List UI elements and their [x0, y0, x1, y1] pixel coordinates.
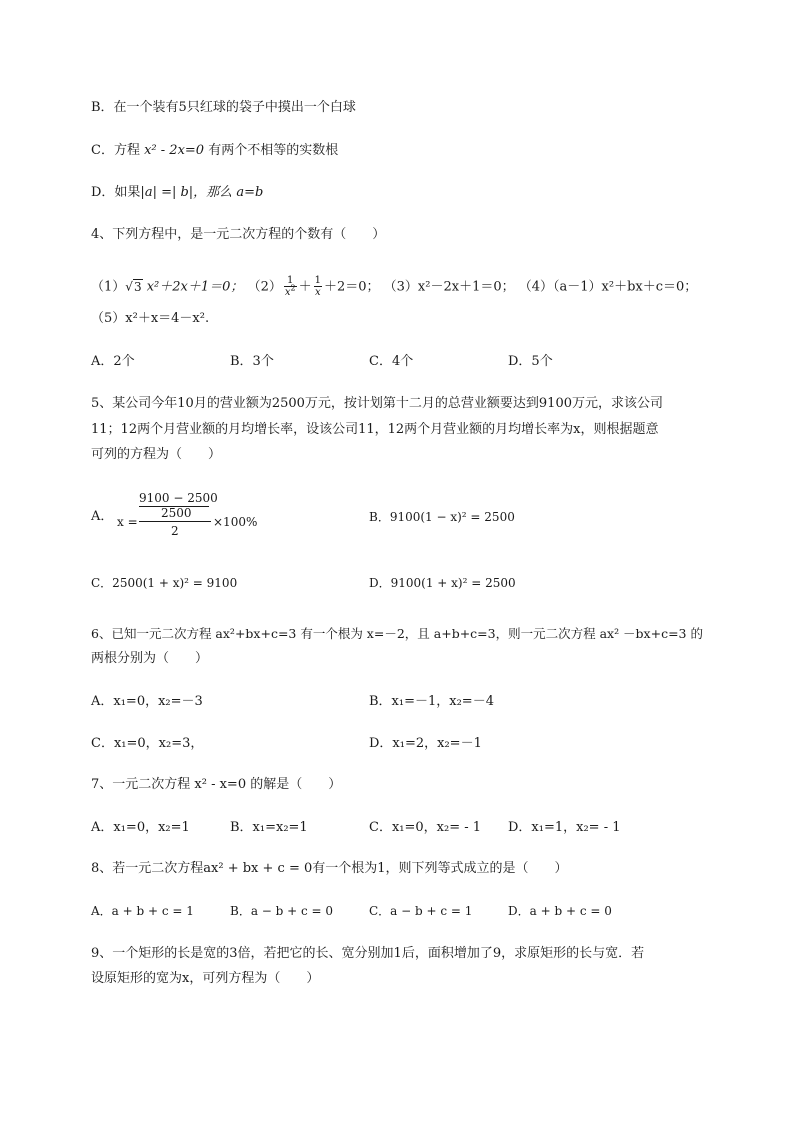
q3-c-suffix: 有两个不相等的实数根: [204, 143, 339, 158]
q5-option-d: D．9100(1 + x)² = 2500: [369, 576, 516, 590]
q7-option-b: B．x₁=x₂=1: [230, 820, 308, 835]
q6-stem-line2: 两根分别为（ ）: [91, 651, 209, 666]
q6-stem-line1: 6、已知一元二次方程 ax²+bx+c=3 有一个根为 x=－2，且 a+b+c=3，则一元二次方程 ax² －bx+c=3 的: [91, 626, 703, 641]
fraction-1-over-x: $\frac{1}{x}$: [314, 275, 321, 298]
q5-a-x-equals: x =: [117, 515, 138, 529]
q5-stem-line2: 11；12两个月营业额的月均增长率，设该公司11，12两个月营业额的月均增长率为x，则根据题意: [91, 422, 659, 437]
q4-option-c: C．4个: [369, 354, 414, 369]
q8-option-d: D．a + b + c = 0: [508, 904, 612, 918]
q5-a-denominator: 2: [171, 524, 179, 538]
q4-item5: （5）x²＋x＝4－x².: [91, 311, 210, 326]
q3-c-prefix: C．方程: [91, 143, 145, 158]
q5-a-numerator: 9100 − 2500: [139, 491, 218, 505]
q4-item1-eq: x²＋2x＋1＝0；: [146, 279, 244, 295]
q3-option-d: [91, 185, 263, 201]
q3-c-equation: x² - 2x=0: [144, 143, 205, 158]
q7-option-d: D．x₁=1，x₂= - 1: [508, 820, 621, 835]
q5-a-inner-denominator: 2500: [161, 506, 192, 520]
q5-stem-line3: 可列的方程为（ ）: [91, 447, 222, 462]
q8-stem: 8、若一元二次方程ax² + bx + c = 0有一个根为1，则下列等式成立的是（ ）: [91, 861, 568, 876]
q4-item2-eq: ＋2＝0；: [323, 279, 380, 295]
sqrt-symbol: √3: [125, 279, 142, 294]
q5-option-a-formula: [117, 491, 257, 543]
q6-option-c: C．x₁=0，x₂=3，: [91, 736, 204, 751]
q9-stem-line1: 9、一个矩形的长是宽的3倍，若把它的长、宽分别加1后，面积增加了9，求原矩形的长与宽．若: [91, 946, 645, 961]
fraction-bar-outer: [139, 521, 211, 522]
q4-option-a: A．2个: [91, 354, 135, 369]
fraction-1-over-x2: $\frac{1}{x^2}$: [284, 275, 296, 298]
q8-option-a: A．a + b + c = 1: [91, 904, 194, 918]
q7-option-a: A．x₁=0，x₂=1: [91, 820, 190, 835]
q4-option-b: B．3个: [230, 354, 274, 369]
q3-option-c: [91, 143, 338, 159]
q3-option-b: B．在一个装有5只红球的袋子中摸出一个白球: [91, 100, 356, 115]
q4-items-line1: （1）√3 x²＋2x＋1＝0； （2） $\frac{1}{x^2}$ ＋ $\frac{1}{x}$ ＋2＝0； （3）x²－2x＋1＝0； （4）（a－1）x²＋bx＋c＝0；: [91, 275, 698, 298]
q7-stem: 7、一元二次方程 x² - x=0 的解是（ ）: [91, 777, 342, 792]
q8-option-b: B．a − b + c = 0: [230, 904, 334, 918]
q4-item2-label: （2）: [247, 279, 282, 295]
q4-option-d: D．5个: [508, 354, 553, 369]
q4-item3: （3）x²－2x＋1＝0；: [383, 279, 515, 295]
q4-stem: 4、下列方程中，是一元二次方程的个数有（ ）: [91, 227, 386, 242]
q6-option-b: B．x₁=－1，x₂=－4: [369, 694, 494, 709]
q7-option-c: C．x₁=0，x₂= - 1: [369, 820, 482, 835]
q4-item4: （4）（a－1）x²＋bx＋c＝0；: [518, 279, 698, 295]
q6-option-a: A．x₁=0，x₂=－3: [91, 694, 203, 709]
q3-d-equation: a=b: [236, 185, 264, 200]
q5-option-c: C．2500(1 + x)² = 9100: [91, 576, 238, 590]
q6-option-d: D．x₁=2，x₂=－1: [369, 736, 482, 751]
q5-a-percent: ×100%: [213, 515, 258, 529]
q3-d-mid: a| =| b|，那么: [144, 185, 237, 200]
q9-stem-line2: 设原矩形的宽为x，可列方程为（ ）: [91, 971, 320, 986]
q8-option-c: C．a − b + c = 1: [369, 904, 473, 918]
q5-option-a-label: A．: [91, 509, 114, 524]
q5-stem-line1: 5、某公司今年10月的营业额为2500万元，按计划第十二月的总营业额要达到9100万元，求该公司: [91, 396, 663, 411]
q4-item1-label: （1）: [91, 279, 126, 295]
q3-d-prefix: D．如果|: [91, 185, 145, 200]
q5-option-b: B．9100(1 − x)² = 2500: [369, 510, 515, 524]
